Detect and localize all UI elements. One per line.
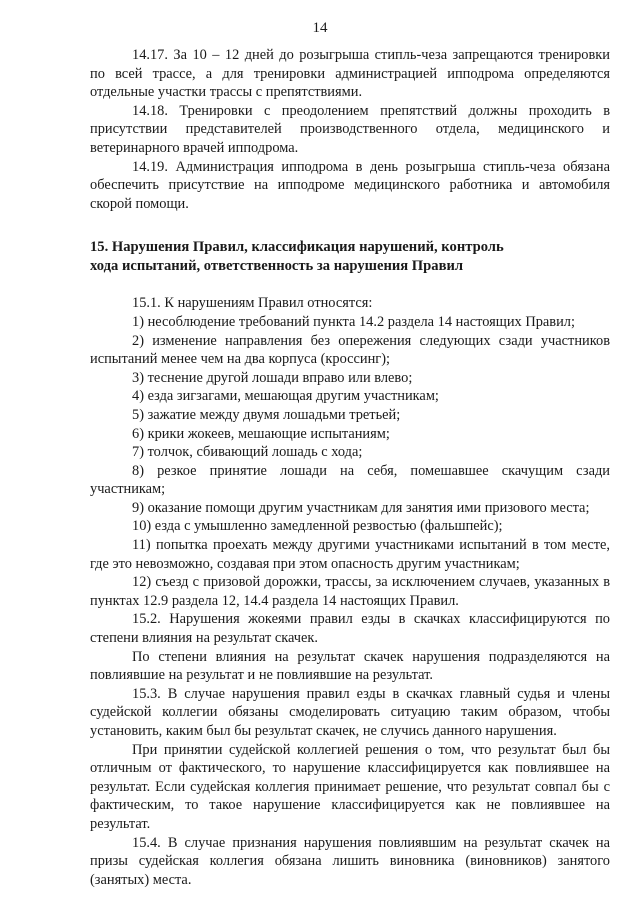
- paragraph-15-4: 15.4. В случае признания нарушения повлиявшим на результат скачек на призы судейская коллегия обязана лишить виновника (виновников) занятого (занятых) места.: [90, 834, 610, 888]
- violation-item-2: 2) изменение направления без опережения следующих сзади участников испытаний менее чем на два корпуса (кроссинг);: [90, 332, 610, 368]
- violation-item-8: 8) резкое принятие лошади на себя, помешавшее скачущим сзади участникам;: [90, 462, 610, 498]
- page-number: 14: [312, 20, 328, 36]
- section-heading: [90, 238, 610, 276]
- violation-item-6: 6) крики жокеев, мешающие испытаниям;: [132, 425, 390, 442]
- paragraph-15-3-detail: При принятии судейской коллегией решения о том, что результат был бы отличным от фактического, то нарушение классифицируется как повлиявшее на результат. Если судейская коллегия принимает решение, что результат совпал бы с фактическим, то такое нарушение классифицируется как не повлиявшее на результат.: [90, 741, 610, 832]
- paragraph-15-2: 15.2. Нарушения жокеями правил езды в скачках классифицируются по степени влияния на результат скачек.: [90, 611, 610, 647]
- violation-item-5: 5) зажатие между двумя лошадьми третьей;: [132, 406, 401, 423]
- violation-item-3: 3) теснение другой лошади вправо или влево;: [132, 369, 413, 386]
- paragraph-14-19: 14.19. Администрация ипподрома в день розыгрыша стипль-чеза обязана обеспечить присутствие на ипподроме медицинского работника и автомобиля скорой помощи.: [90, 158, 610, 212]
- page-content: [90, 46, 610, 889]
- violation-item-9: 9) оказание помощи другим участникам для занятия ими призового места;: [132, 499, 590, 516]
- violation-item-4: 4) езда зигзагами, мешающая другим участникам;: [132, 388, 439, 405]
- violation-item-10: 10) езда с умышленно замедленной резвостью (фальшпейс);: [132, 518, 503, 535]
- section-heading-line2: хода испытаний, ответственность за нарушения Правил: [90, 258, 464, 275]
- paragraph-15-2-detail: По степени влияния на результат скачек нарушения подразделяются на повлиявшие на результат и не повлиявшие на результат.: [90, 648, 610, 684]
- violation-item-7: 7) толчок, сбивающий лошадь с хода;: [132, 444, 363, 461]
- violation-item-12: 12) съезд с призовой дорожки, трассы, за исключением случаев, указанных в пунктах 12.9 раздела 12, 14.4 раздела 14 настоящих Правил.: [90, 574, 610, 609]
- violation-item-11: 11) попытка проехать между другими участниками испытаний в том месте, где это невозможно, создавая при этом опасность другим участникам;: [90, 537, 610, 572]
- section-heading-line1: 15. Нарушения Правил, классификация нарушений, контроль: [90, 239, 504, 256]
- paragraph-14-18: 14.18. Тренировки с преодолением препятствий должны проходить в присутствии представителей производственного отдела, медицинского и ветеринарного врачей ипподрома.: [90, 102, 610, 156]
- paragraph-15-3: 15.3. В случае нарушения правил езды в скачках главный судья и члены судейской коллегии обязаны смоделировать ситуацию таким образом, чтобы установить, каким был бы результат скачек, не случись данного нарушения.: [90, 685, 610, 739]
- paragraph-15-1: 15.1. К нарушениям Правил относятся:: [132, 295, 373, 312]
- paragraph-14-17: 14.17. За 10 – 12 дней до розыгрыша стипль-чеза запрещаются тренировки по всей трассе, а для тренировки администрацией ипподрома определяются отдельные участки трассы с препятствиями.: [90, 47, 610, 101]
- violation-item-1: 1) несоблюдение требований пункта 14.2 раздела 14 настоящих Правил;: [132, 313, 575, 330]
